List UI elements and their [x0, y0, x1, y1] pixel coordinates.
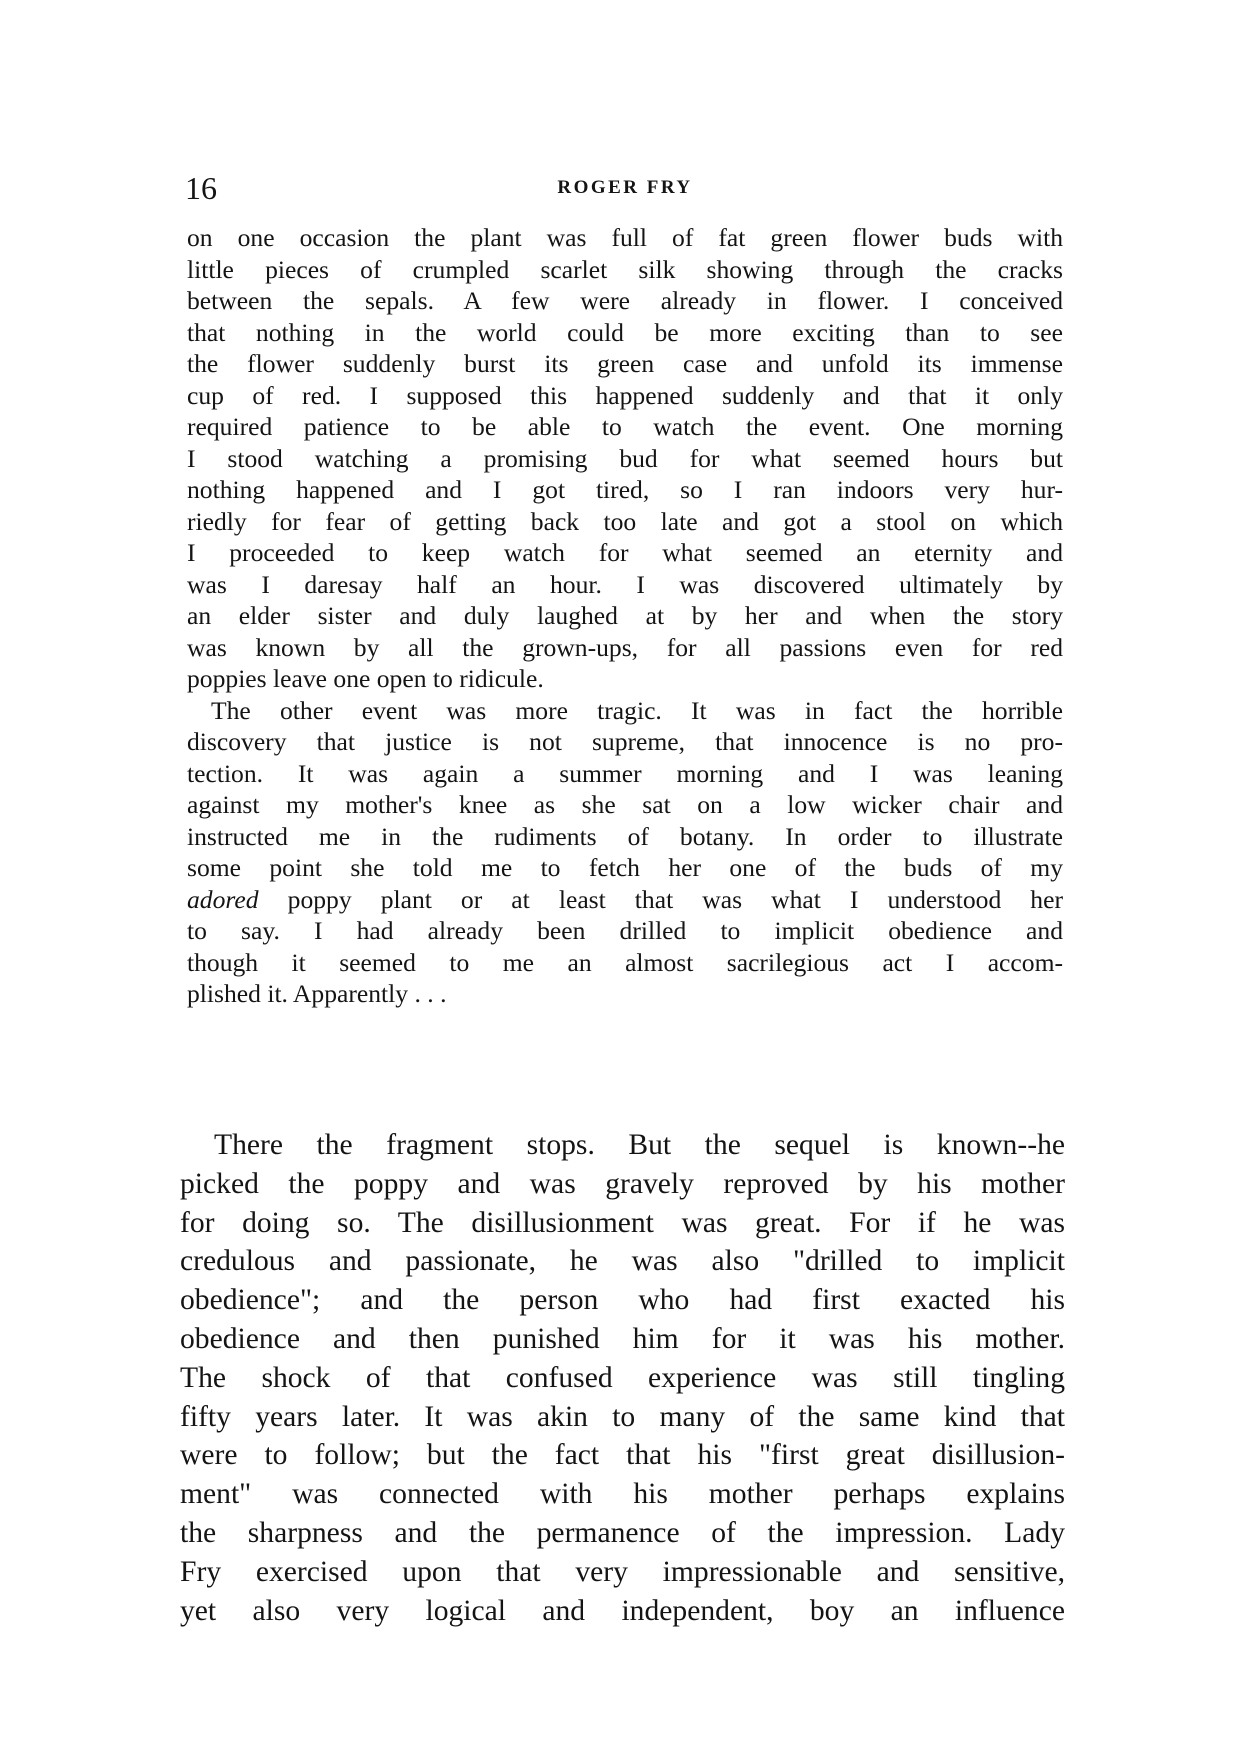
text-line: to say. I had already been drilled to implicit obedience and: [187, 916, 1063, 945]
text-line: an elder sister and duly laughed at by her and when the story: [187, 601, 1063, 630]
running-head: ROGER FRY: [557, 177, 693, 198]
text-line: nothing happened and I got tired, so I ran indoors very hur-: [187, 475, 1063, 504]
text-line: cup of red. I supposed this happened suddenly and that it only: [187, 380, 1063, 410]
text-line: though it seemed to me an almost sacrilegious act I accom-: [187, 947, 1063, 977]
text-line: credulous and passionate, he was also "drilled to implicit: [180, 1245, 1065, 1278]
text-line: little pieces of crumpled scarlet silk showing through the cracks: [187, 254, 1063, 284]
text-line: on one occasion the plant was full of fat green flower buds with: [187, 223, 1063, 252]
text-line: plished it. Apparently . . .: [187, 979, 447, 1008]
text-line: The shock of that confused experience was still tingling: [180, 1361, 1065, 1394]
text-line: required patience to be able to watch the event. One morning: [187, 412, 1063, 441]
text-line: was I daresay half an hour. I was discovered ultimately by: [187, 569, 1063, 599]
italic-word: adored: [187, 884, 259, 914]
text-line: yet also very logical and independent, boy an influence: [180, 1594, 1065, 1627]
text-line: poppies leave one open to ridicule.: [187, 664, 544, 693]
text-line: that nothing in the world could be more exciting than to see: [187, 317, 1063, 347]
text-line: ment" was connected with his mother perhaps explains: [180, 1478, 1065, 1511]
text-line: tection. It was again a summer morning and I was leaning: [187, 758, 1063, 788]
text-line: obedience"; and the person who had first exacted his: [180, 1284, 1065, 1317]
text-line: against my mother's knee as she sat on a low wicker chair and: [187, 790, 1063, 819]
quoted-memoir-passage: [187, 222, 1063, 1010]
text-line: the sharpness and the permanence of the impression. Lady: [180, 1516, 1065, 1549]
text-line: were to follow; but the fact that his "first great disillusion-: [180, 1439, 1065, 1472]
text-line: The other event was more tragic. It was in fact the horrible: [211, 695, 1063, 725]
text-line: I proceeded to keep watch for what seemed an eternity and: [187, 538, 1063, 567]
text-line: fifty years later. It was akin to many of the same kind that: [180, 1400, 1065, 1433]
page-header: [185, 168, 1065, 208]
text-line: between the sepals. A few were already in flower. I conceived: [187, 286, 1063, 315]
text-line: Fry exercised upon that very impressionable and sensitive,: [180, 1555, 1065, 1588]
text-line: for doing so. The disillusionment was great. For if he was: [180, 1206, 1065, 1239]
text-line: instructed me in the rudiments of botany. In order to illustrate: [187, 821, 1063, 851]
text-line: some point she told me to fetch her one of the buds of my: [187, 853, 1063, 882]
text-line: obedience and then punished him for it was his mother.: [180, 1322, 1065, 1355]
text-line: adored poppy plant or at least that was what I understood her: [187, 884, 1063, 914]
text-line: There the fragment stops. But the sequel is known--he: [214, 1129, 1065, 1161]
text-line: I stood watching a promising bud for what seemed hours but: [187, 443, 1063, 473]
text-line: picked the poppy and was gravely reproved by his mother: [180, 1167, 1065, 1200]
text-line: the flower suddenly burst its green case and unfold its immense: [187, 349, 1063, 378]
text-line: discovery that justice is not supreme, that innocence is no pro-: [187, 727, 1063, 756]
text-line: was known by all the grown-ups, for all passions even for red: [187, 632, 1063, 662]
text-line: riedly for fear of getting back too late and got a stool on which: [187, 506, 1063, 536]
body-paragraph: [180, 1126, 1065, 1630]
page-number: 16: [185, 170, 217, 206]
